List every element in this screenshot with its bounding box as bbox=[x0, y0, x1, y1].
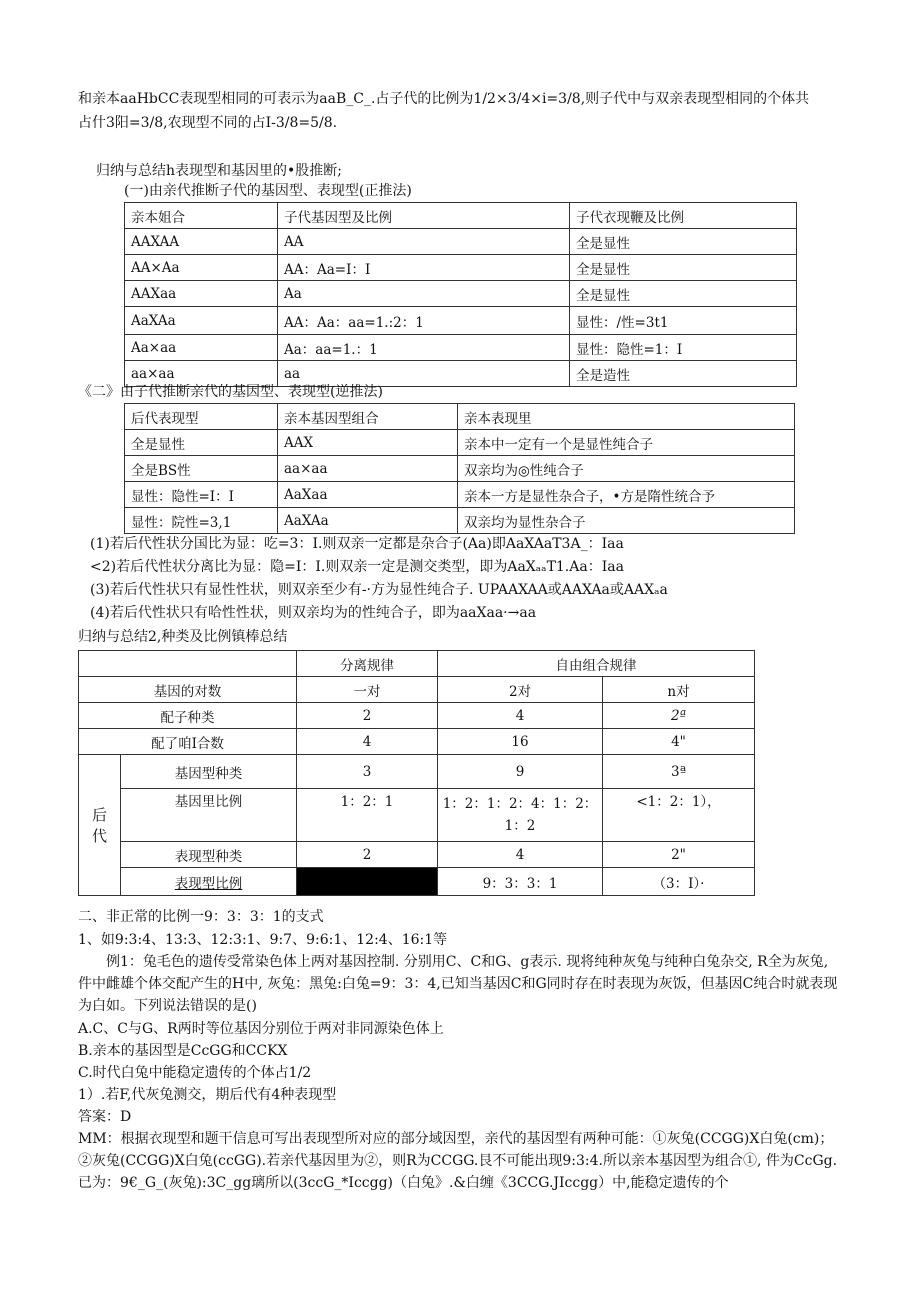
table-header-row bbox=[125, 404, 795, 430]
table-cell: 全是显性 bbox=[570, 281, 797, 307]
table-header-cell: 亲本基因型组合 bbox=[278, 404, 458, 430]
answer: 答案：D bbox=[78, 1109, 132, 1125]
table-types-and-ratios bbox=[78, 650, 755, 896]
table-row bbox=[79, 789, 755, 842]
table-cell: AAX bbox=[278, 430, 458, 456]
table-cell: Aa bbox=[278, 281, 570, 307]
table-row bbox=[79, 703, 755, 729]
table-cell: 全是显性 bbox=[125, 430, 278, 456]
table-header-row bbox=[125, 203, 797, 229]
table-parent-to-offspring bbox=[124, 202, 797, 387]
table-cell: 2 bbox=[297, 842, 438, 868]
genotype-ratio-line-2: 1：2 bbox=[504, 818, 536, 834]
table-cell: 显性：隐性=1：I bbox=[570, 335, 797, 361]
table-header-cell: 分离规律 bbox=[297, 651, 438, 677]
table-cell: Aa：aa=1.：1 bbox=[278, 335, 570, 361]
table-cell: AaXaa bbox=[278, 482, 458, 508]
table-row bbox=[125, 255, 797, 281]
intro-line-2: 占什3阳=3/8,农现型不同的占I-3/8=5/8. bbox=[78, 115, 338, 131]
table-cell: 3ª bbox=[603, 755, 755, 789]
table-header-cell: 子代基因型及比例 bbox=[278, 203, 570, 229]
table-header-cell: 亲本表现里 bbox=[458, 404, 795, 430]
note-1: (1)若后代性状分国比为显：吃=3：I.则双亲一定都是杂合子(Aa)即AaXAaT3A_：Iaa bbox=[90, 536, 624, 552]
table-row bbox=[125, 456, 795, 482]
table-cell: AA：Aa：aa=1.:2：1 bbox=[278, 307, 570, 335]
table-row bbox=[79, 677, 755, 703]
table-row-label: 基因的对数 bbox=[79, 677, 297, 703]
table-row bbox=[79, 868, 755, 896]
table-cell: 1：2：1 bbox=[297, 789, 438, 842]
intro-line-1: 和亲本aaHbCC表现型相同的可表示为aaB_C_.占子代的比例为1/2×3/4×i=3/8,则子代中与双亲表现型相同的个体共 bbox=[78, 91, 810, 107]
table-cell: aa bbox=[278, 361, 570, 387]
option-d: 1）.若F,代灰兔测交，期后代有4种表现型 bbox=[78, 1087, 337, 1103]
option-b: B.亲本的基因型是CcGG和CCKX bbox=[78, 1043, 288, 1059]
table-cell: 全是显性 bbox=[570, 255, 797, 281]
table-header-blank bbox=[79, 651, 297, 677]
table-cell: 16 bbox=[438, 729, 603, 755]
table-cell bbox=[438, 789, 603, 842]
table-row bbox=[125, 508, 795, 534]
table-header-cell: 亲本姐合 bbox=[125, 203, 278, 229]
table-cell: 4 bbox=[438, 842, 603, 868]
summary2-title: 归纳与总结2,种类及比例镇棒总结 bbox=[78, 629, 288, 645]
section2-heading: 二、非正常的比例一9：3：3：1的支式 bbox=[78, 909, 324, 925]
table-row-label: 基因型种类 bbox=[121, 755, 297, 789]
table-header-row bbox=[79, 651, 755, 677]
table-cell: AA：Aa=I：I bbox=[278, 255, 570, 281]
option-c: C.时代白兔中能稳定遗传的个体占1/2 bbox=[78, 1065, 312, 1081]
table-cell: AaXAa bbox=[278, 508, 458, 534]
table-row bbox=[125, 229, 797, 255]
redacted-cell bbox=[297, 868, 438, 896]
table-row bbox=[79, 729, 755, 755]
example-1: 例1：兔毛色的遗传受常染色体上两对基因控制. 分别用C、C和G、g表示. 现将纯种灰兔与纯种白兔杂交, R全为灰兔, 件中雌雄个体交配产生的H中, 灰兔：黑兔:白兔=9：3：4,已知当基因C和G同时存在时表现为灰饭，但基因C纯合时就表现为白如。下列说法错误的是() bbox=[78, 954, 838, 1014]
note-4: (4)若后代性状只有哈性性状，则双亲均为的性纯合子，即为aaXaa·→aa bbox=[90, 605, 537, 621]
table-cell: 2 bbox=[297, 703, 438, 729]
table-cell: 亲本中一定有一个是显性纯合子 bbox=[458, 430, 795, 456]
table-row bbox=[125, 482, 795, 508]
table-cell: 双亲均为显性杂合子 bbox=[458, 508, 795, 534]
table-cell: 4 bbox=[297, 729, 438, 755]
section2-item1: 1、如9:3:4、13:3、12:3:1、9:7、9:6:1、12:4、16:1等 bbox=[78, 932, 448, 948]
table-cell: aa×aa bbox=[278, 456, 458, 482]
note-2: <2)若后代性状分离比为显：隐=I：I.则双亲一定是测交类型，即为AaXₐₐT1.Aa：Iaa bbox=[90, 559, 624, 575]
table-cell: 显性：/性=3t1 bbox=[570, 307, 797, 335]
table-row-label: 配子种类 bbox=[79, 703, 297, 729]
option-a: A.C、C与G、R两时等位基因分别位于两对非同源染色体上 bbox=[78, 1021, 444, 1037]
table-cell: 2" bbox=[603, 842, 755, 868]
table-cell: AA×Aa bbox=[125, 255, 278, 281]
table-row bbox=[79, 755, 755, 789]
table-header-cell: 后代表现型 bbox=[125, 404, 278, 430]
table-cell: 9：3：3：1 bbox=[438, 868, 603, 896]
table-cell: 一对 bbox=[297, 677, 438, 703]
table-row bbox=[79, 842, 755, 868]
table-cell: <1：2：1）， bbox=[603, 789, 755, 842]
table-cell: 显性：隐性=I：I bbox=[125, 482, 278, 508]
table-cell: aa×aa bbox=[125, 361, 278, 387]
table-cell: 双亲均为◎性纯合子 bbox=[458, 456, 795, 482]
table-cell: AAXaa bbox=[125, 281, 278, 307]
table-cell: 4" bbox=[603, 729, 755, 755]
table-cell: n对 bbox=[603, 677, 755, 703]
table-offspring-to-parent bbox=[124, 403, 795, 534]
table-row bbox=[125, 281, 797, 307]
table-cell: 全是造性 bbox=[570, 361, 797, 387]
table-cell: 2对 bbox=[438, 677, 603, 703]
genotype-ratio-line-1: 1：2：1：2：4：1：2： bbox=[442, 796, 598, 812]
table-row bbox=[125, 335, 797, 361]
table-cell: Aa×aa bbox=[125, 335, 278, 361]
table-cell: 3 bbox=[297, 755, 438, 789]
table-row bbox=[125, 430, 795, 456]
table-row-label: 基因里比例 bbox=[121, 789, 297, 842]
table-cell: 4 bbox=[438, 703, 603, 729]
table-row-label: 表现型种类 bbox=[121, 842, 297, 868]
table-cell: 2ª bbox=[603, 703, 755, 729]
analysis: MM：根据衣现型和题干信息可写出表现型所对应的部分域因型，亲代的基因型有两种可能：①灰兔(CCGG)X白兔(cm)；②灰兔(CCGG)X白兔(ccGG).若亲代基因里为②，则R为CCGG.艮不可能出现9:3:4.所以亲本基因型为组合①, 件为CcGg.已为：9€_G_(灰兔):3C_gg璃所以(3ccG_*Iccgg)（白兔》.&白缠《3CCG.JIccgg）中,能稳定遗传的个 bbox=[78, 1131, 838, 1191]
summary1-sub2: 《二》由子代推断亲代的基因型、表现型(逆推法) bbox=[78, 384, 383, 400]
table-cell: AAXAA bbox=[125, 229, 278, 255]
table-row-label: 配了咱I合数 bbox=[79, 729, 297, 755]
table-cell: 9 bbox=[438, 755, 603, 789]
note-3: (3)若后代性状只有显性性状，则双亲至少有-·方为显性纯合子. UPAAXAA或AAXAa或AAXₐa bbox=[90, 582, 668, 598]
table-cell: 显性：院性=3,1 bbox=[125, 508, 278, 534]
summary1-sub1: (一)由亲代推断子代的基因型、表现型(正推法) bbox=[124, 183, 412, 199]
table-row-label: 表现型比例 bbox=[121, 868, 297, 896]
table-header-cell: 自由组合规律 bbox=[438, 651, 755, 677]
summary1-title: 归纳与总结h表现型和基因里的•股推断; bbox=[96, 163, 342, 179]
table-cell: AA bbox=[278, 229, 570, 255]
table-cell: AaXAa bbox=[125, 307, 278, 335]
offspring-side-label: 后代 bbox=[79, 755, 121, 896]
table-cell: 全是显性 bbox=[570, 229, 797, 255]
table-header-cell: 子代衣现鞭及比例 bbox=[570, 203, 797, 229]
table-cell: （3：I）· bbox=[603, 868, 755, 896]
table-cell: 亲本一方是显性杂合子，•方是隋性统合予 bbox=[458, 482, 795, 508]
table-row bbox=[125, 307, 797, 335]
table-cell: 全是BS性 bbox=[125, 456, 278, 482]
